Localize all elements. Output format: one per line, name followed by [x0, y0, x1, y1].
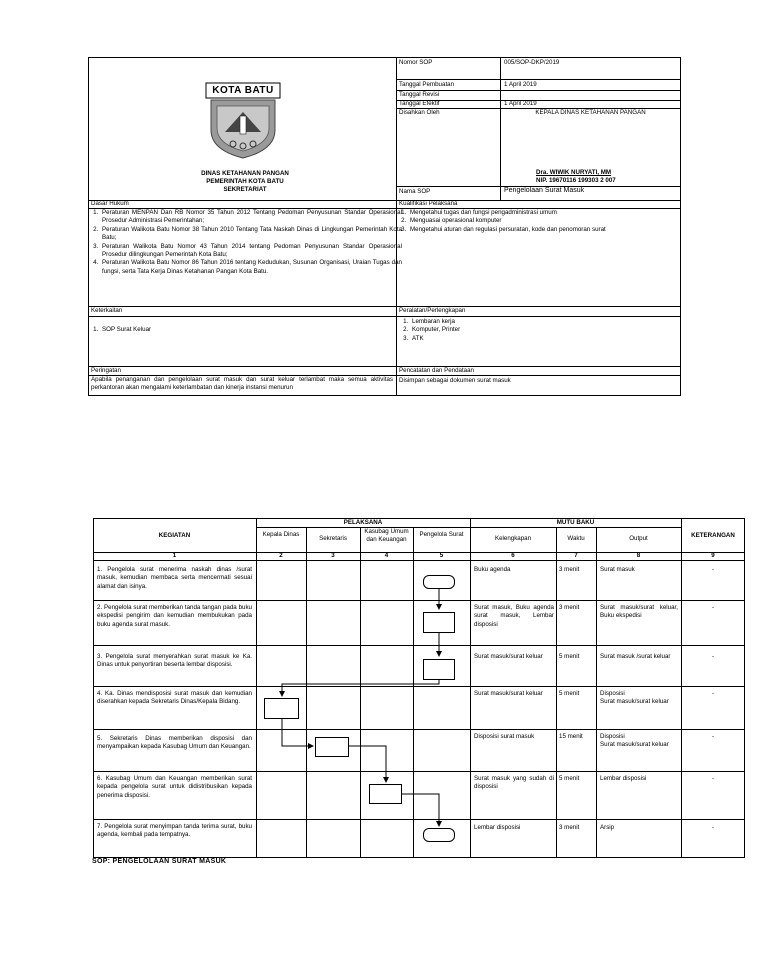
logo-text: KOTA BATU — [212, 85, 274, 96]
process-box — [264, 698, 299, 719]
kelengkapan-cell: Surat masuk, Buku agenda surat masuk, Lembar disposisi — [474, 604, 554, 628]
nomor-label: Nomor SOP — [399, 59, 433, 66]
output-cell: Arsip — [600, 824, 615, 831]
col-kegiatan: KEGIATAN — [158, 532, 191, 539]
tgl-revisi-label: Tanggal Revisi — [399, 91, 440, 98]
waktu-cell: 3 menit — [559, 824, 580, 831]
col-pelaksana: PELAKSANA — [343, 519, 383, 526]
actor-kasubag: Kasubag Umum dan Keuangan — [364, 528, 409, 544]
waktu-cell: 15 menit — [559, 733, 583, 740]
output-cell: Disposisi Surat masuk/surat keluar — [600, 733, 669, 749]
peringatan-text: Apabila penanganan dan pengelolaan surat masuk dan surat keluar terlambat maka semua aktivitas perkantoran akan mengalami keterlambatan dan kinerja instansi menurun — [91, 376, 393, 392]
col-number: 5 — [439, 552, 444, 559]
org-parent: PEMERINTAH KOTA BATU — [206, 178, 284, 185]
nama-sop-label: Nama SOP — [399, 188, 431, 195]
mutu-output: Output — [629, 535, 648, 542]
kelengkapan-cell: Buku agenda — [474, 566, 511, 573]
output-cell: Surat masuk/surat keluar, Buku ekspedisi — [600, 604, 678, 620]
output-cell: Disposisi Surat masuk/surat keluar — [600, 690, 669, 706]
start-terminator — [423, 575, 455, 589]
list-item: 1. SOP Surat Keluar — [100, 326, 400, 334]
process-box — [369, 784, 402, 804]
waktu-cell: 5 menit — [559, 775, 580, 782]
list-item: 4. Peraturan Walikota Batu Nomor 86 Tahun 2016 tentang Kedudukan, Susunan Organisasi, Uraian Tugas dan fungsi, serta Tata Kerja Dinas Ketahanan Pangan Kota Batu. — [100, 259, 402, 276]
list-item: 1. Lembaran kerja — [410, 318, 680, 326]
kegiatan-cell: 3. Pengelola surat menyerahkan surat masuk ke Ka. Dinas untuk penyortiran beserta lembar disposisi. — [97, 653, 252, 669]
kegiatan-cell: 5. Sekretaris Dinas memberikan disposisi dan menyampaikan kepada Kasubag Umum dan Keuangan. — [97, 735, 252, 751]
output-cell: Lembar disposisi — [600, 775, 647, 782]
signer-name: Dra. WIWIK NURYATI, MM — [536, 169, 612, 176]
keterangan-cell: - — [711, 690, 715, 697]
signer-nip: NIP. 19670116 199303 2 007 — [536, 177, 616, 184]
list-item: 3. ATK — [410, 335, 680, 343]
keterkaitan-title: Keterkaitan — [91, 307, 123, 314]
list-item: 1. Peraturan MENPAN Dan RB Nomor 35 Tahun 2012 Tentang Pedoman Penyusunan Standar Operasional Prosedur Administrasi Pemerintahan; — [100, 209, 402, 226]
keterangan-cell: - — [711, 653, 715, 660]
flow-arrow — [282, 719, 313, 746]
list-item: 2. Peraturan Walikota Batu Nomor 38 Tahun 2010 Tentang Tata Naskah Dinas di Lingkungan Pemerintah Kota Batu; — [100, 226, 402, 243]
flow-arrow — [282, 680, 439, 696]
peralatan-title: Peralatan/Perlengkapan — [399, 307, 466, 314]
col-number: 9 — [711, 552, 715, 559]
pencatatan-text: Disimpan sebagai dokumen surat masuk — [399, 377, 511, 384]
disahkan-label: Disahkan Oleh — [399, 109, 440, 116]
kualifikasi-title: Kualifikasi Pelaksana — [399, 200, 458, 207]
keterangan-cell: - — [711, 604, 715, 611]
kegiatan-cell: 1. Pengelola surat menerima naskah dinas /surat masuk, kemudian membaca serta mencermati sesuai alamat dan isinya. — [97, 566, 252, 590]
actor-kepala-dinas: Kepala Dinas — [262, 531, 300, 538]
kelengkapan-cell: Surat masuk/surat keluar — [474, 690, 543, 697]
kegiatan-cell: 7. Pengelola surat menyimpan tanda terima surat, buku agenda, kembali pada tempatnya. — [97, 823, 252, 839]
kegiatan-cell: 4. Ka. Dinas mendisposisi surat masuk dan kemudian diserahkan kepada Sekretaris Dinas/Kepala Bidang. — [97, 690, 252, 706]
keterangan-cell: - — [711, 824, 715, 831]
kelengkapan-cell: Disposisi surat masuk — [474, 733, 535, 740]
col-number: 1 — [172, 552, 177, 559]
kelengkapan-cell: Surat masuk yang sudah di disposisi — [474, 775, 554, 791]
output-cell: Surat masuk — [600, 566, 635, 573]
org-name: DINAS KETAHANAN PANGAN — [201, 170, 289, 177]
col-number: 8 — [636, 552, 641, 559]
mutu-waktu: Waktu — [567, 535, 585, 542]
waktu-cell: 3 menit — [559, 604, 580, 611]
tgl-efektif-value: 1 April 2019 — [504, 100, 537, 107]
actor-pengelola-surat: Pengelola Surat — [419, 531, 464, 538]
col-mutu-baku: MUTU BAKU — [556, 519, 595, 526]
waktu-cell: 5 menit — [559, 653, 580, 660]
tgl-pembuatan-label: Tanggal Pembuatan — [399, 81, 455, 88]
disahkan-title: KEPALA DINAS KETAHANAN PANGAN — [535, 109, 646, 116]
col-number: 3 — [331, 552, 335, 559]
process-box — [423, 612, 455, 633]
col-number: 7 — [574, 552, 578, 559]
list-item: 3. Peraturan Walikota Batu Nomor 43 Tahun 2014 tentang Pedoman Penyusunan Standar Operasional Prosedur dilingkungan Pemerintah Kota Batu; — [100, 243, 402, 260]
list-item: 2. Komputer, Printer — [410, 326, 680, 334]
output-cell: Surat masuk /surat keluar — [600, 653, 671, 660]
process-box — [315, 737, 349, 757]
col-number: 6 — [511, 552, 515, 559]
process-box — [423, 659, 455, 680]
kelengkapan-cell: Lembar disposisi — [474, 824, 521, 831]
flow-arrow — [402, 794, 439, 826]
pencatatan-title: Pencatatan dan Pendataan — [399, 367, 475, 374]
keterangan-cell: - — [711, 775, 715, 782]
mutu-kelengkapan: Kelengkapan — [494, 535, 532, 542]
list-item: 3. Mengetahui aturan dan regulasi persuratan, kode dan penomoran surat — [408, 226, 686, 234]
nama-sop-value: Pengelolaan Surat Masuk — [504, 187, 585, 194]
peringatan-title: Peringatan — [91, 367, 121, 374]
col-keterangan: KETERANGAN — [691, 532, 735, 539]
kegiatan-cell: 2. Pengelola surat memberikan tanda tangan pada buku ekspedisi pengirim dan kemudian membukukan pada buku agenda surat masuk. — [97, 604, 252, 628]
keterangan-cell: - — [711, 566, 715, 573]
org-unit: SEKRETARIAT — [223, 186, 267, 193]
waktu-cell: 3 menit — [559, 566, 580, 573]
kelengkapan-cell: Surat masuk/surat keluar — [474, 653, 543, 660]
actor-sekretaris: Sekretaris — [319, 535, 347, 542]
flow-arrow — [349, 746, 386, 782]
list-item: 1. Mengetahui tugas dan fungsi pengadministrasi umum — [408, 209, 686, 217]
nomor-value: 005/SOP-DKP/2019 — [504, 59, 560, 66]
dasar-hukum-title: Dasar Hukum — [91, 200, 129, 207]
footer-title: SOP: PENGELOLAAN SURAT MASUK — [92, 858, 227, 865]
col-number: 2 — [279, 552, 283, 559]
tgl-efektif-label: Tanggal Efektif — [399, 100, 440, 107]
waktu-cell: 5 menit — [559, 690, 580, 697]
keterangan-cell: - — [711, 733, 715, 740]
kegiatan-cell: 6. Kasubag Umum dan Keuangan memberikan surat kepada pengelola surat untuk didistribusikan kepada penerima disposisi. — [97, 775, 252, 799]
col-number: 4 — [384, 552, 389, 559]
end-terminator — [423, 828, 455, 842]
list-item: 2. Menguasai operasional komputer — [408, 217, 686, 225]
tgl-pembuatan-value: 1 April 2019 — [504, 81, 537, 88]
